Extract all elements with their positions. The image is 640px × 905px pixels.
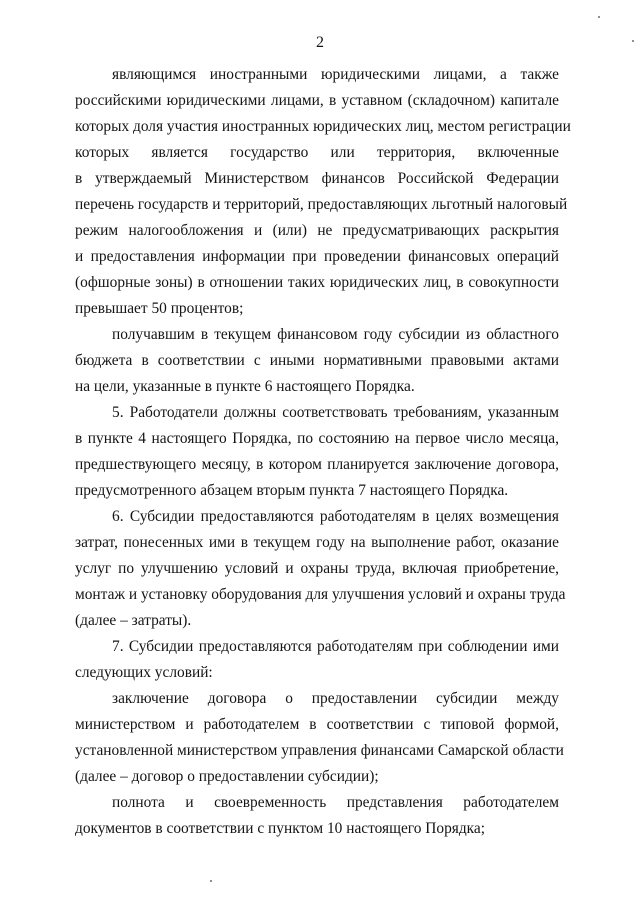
- paragraph-line: (далее – затраты).: [75, 612, 192, 629]
- paragraph-line: документов в соответствии с пунктом 10 настоящего Порядка;: [75, 820, 486, 837]
- paragraph-line: заключение договора о предоставлении субсидии между: [112, 690, 559, 707]
- paragraph-line: предусмотренного абзацем вторым пункта 7 настоящего Порядка.: [75, 482, 509, 499]
- paragraph-line: (далее – договор о предоставлении субсидии);: [75, 768, 379, 785]
- paragraph-line: 7. Субсидии предоставляются работодателям при соблюдении ими: [112, 638, 559, 655]
- document-body: [75, 62, 571, 842]
- paragraph-line: перечень государств и территорий, предоставляющих льготный налоговый: [75, 196, 568, 213]
- scan-speck: [210, 880, 212, 882]
- paragraph-line: бюджета в соответствии с иными нормативными правовыми актами: [75, 352, 559, 369]
- page-number: 2: [316, 34, 324, 51]
- paragraph-line: услуг по улучшению условий и охраны труда, включая приобретение,: [75, 560, 559, 577]
- paragraph-line: монтаж и установку оборудования для улучшения условий и охраны труда: [75, 586, 566, 603]
- scan-speck: [598, 16, 600, 18]
- paragraph-line: являющимся иностранными юридическими лицами, а также: [112, 66, 559, 83]
- paragraph-line: следующих условий:: [75, 664, 213, 681]
- paragraph-line: (офшорные зоны) в отношении таких юридических лиц, в совокупности: [75, 274, 559, 291]
- paragraph-line: которых является государство или территория, включенные: [75, 144, 559, 161]
- paragraph-line: министерством и работодателем в соответствии с типовой формой,: [75, 716, 559, 733]
- paragraph-line: превышает 50 процентов;: [75, 300, 244, 317]
- paragraph-line: полнота и своевременность представления работодателем: [112, 794, 559, 811]
- paragraph-line: 5. Работодатели должны соответствовать требованиям, указанным: [112, 404, 559, 421]
- paragraph-line: установленной министерством управления финансами Самарской области: [75, 742, 564, 759]
- paragraph-line: 6. Субсидии предоставляются работодателям в целях возмещения: [112, 508, 559, 525]
- paragraph-line: и предоставления информации при проведении финансовых операций: [75, 248, 559, 265]
- paragraph-line: в утверждаемый Министерством финансов Российской Федерации: [75, 170, 559, 187]
- paragraph-line: предшествующего месяцу, в котором планируется заключение договора,: [75, 456, 559, 473]
- paragraph-line: на цели, указанные в пункте 6 настоящего Порядка.: [75, 378, 415, 395]
- paragraph-line: которых доля участия иностранных юридических лиц, местом регистрации: [75, 118, 571, 135]
- paragraph-line: режим налогообложения и (или) не предусматривающих раскрытия: [75, 222, 559, 239]
- paragraph-line: затрат, понесенных ими в текущем году на выполнение работ, оказание: [75, 534, 559, 551]
- paragraph-line: получавшим в текущем финансовом году субсидии из областного: [112, 326, 559, 343]
- paragraph-line: российскими юридическими лицами, в уставном (складочном) капитале: [75, 92, 559, 109]
- paragraph-line: в пункте 4 настоящего Порядка, по состоянию на первое число месяца,: [75, 430, 559, 447]
- scan-speck: [632, 40, 634, 42]
